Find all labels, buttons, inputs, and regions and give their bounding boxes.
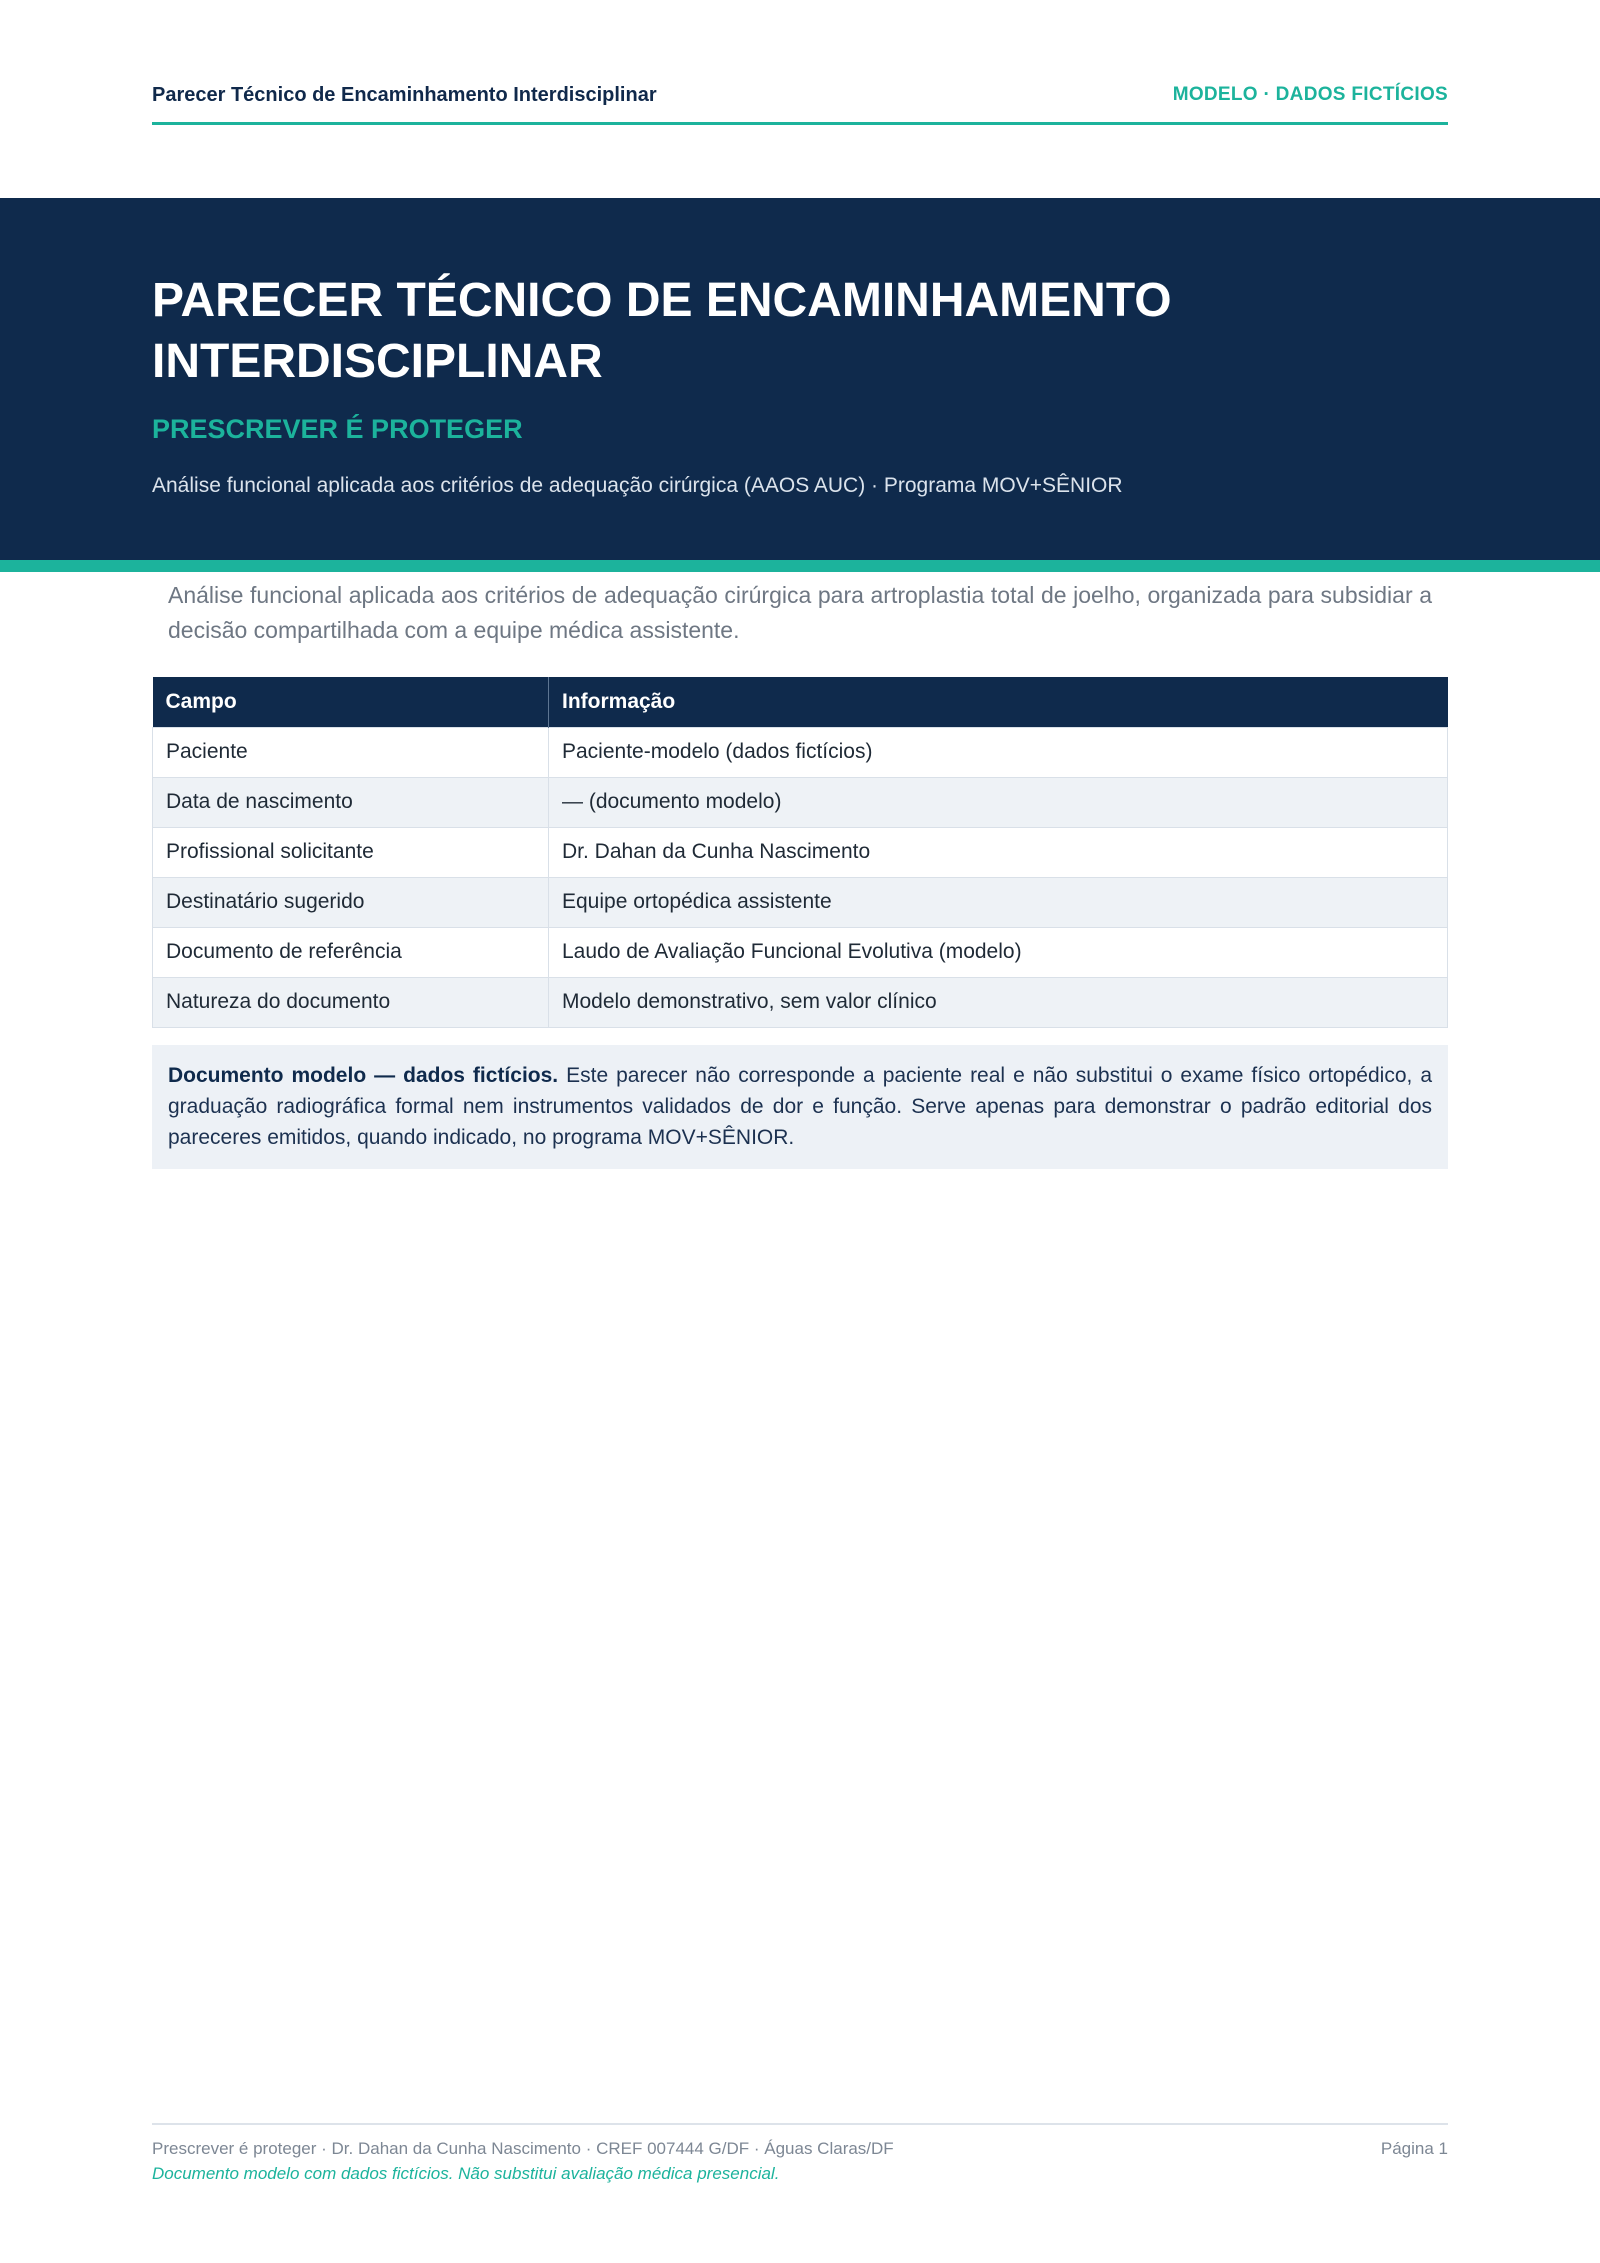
disclaimer-note <box>152 1045 1448 1169</box>
footer-divider <box>152 2123 1448 2125</box>
table-cell-field: Natureza do documento <box>153 977 549 1027</box>
footer <box>152 2136 1252 2186</box>
title-line-2: INTERDISCIPLINAR <box>152 335 603 388</box>
table-cell-value: Equipe ortopédica assistente <box>549 877 1448 927</box>
disclaimer-note-heading: Documento modelo — dados fictícios. <box>168 1064 559 1087</box>
table-cell-field: Data de nascimento <box>153 777 549 827</box>
table-row <box>153 927 1448 977</box>
banner-accent-bar <box>0 560 1600 572</box>
document-tagline: Análise funcional aplicada aos critérios de adequação cirúrgica (AAOS AUC) · Programa MOV+SÊNIOR <box>152 474 1123 497</box>
table-cell-value: Paciente-modelo (dados fictícios) <box>549 727 1448 777</box>
column-header-informacao: Informação <box>549 677 1448 727</box>
page-number: Página 1 <box>1380 2139 1448 2158</box>
table-row <box>153 977 1448 1027</box>
table-cell-value: Modelo demonstrativo, sem valor clínico <box>549 977 1448 1027</box>
running-header <box>152 84 1448 125</box>
title-line-1: PARECER TÉCNICO DE ENCAMINHAMENTO <box>152 274 1172 327</box>
table-row <box>153 777 1448 827</box>
footer-credits: Prescrever é proteger · Dr. Dahan da Cunha Nascimento · CREF 007444 G/DF · Águas Claras/DF <box>152 2139 894 2158</box>
table-row <box>153 827 1448 877</box>
table-cell-field: Destinatário sugerido <box>153 877 549 927</box>
document-subtitle: PRESCREVER É PROTEGER <box>152 414 523 444</box>
table-cell-field: Profissional solicitante <box>153 827 549 877</box>
running-title: Parecer Técnico de Encaminhamento Interdisciplinar <box>152 84 657 106</box>
table-cell-value: Dr. Dahan da Cunha Nascimento <box>549 827 1448 877</box>
table-cell-value: Laudo de Avaliação Funcional Evolutiva (modelo) <box>549 927 1448 977</box>
column-header-campo: Campo <box>153 677 549 727</box>
model-badge: MODELO · DADOS FICTÍCIOS <box>1172 84 1448 105</box>
table-cell-field: Documento de referência <box>153 927 549 977</box>
info-table <box>152 677 1448 1028</box>
intro-paragraph: Análise funcional aplicada aos critérios de adequação cirúrgica para artroplastia total de joelho, organizada para subsidiar a decisão compartilhada com a equipe médica assistente. <box>168 582 1432 643</box>
table-header-row <box>153 677 1448 727</box>
table-cell-value: — (documento modelo) <box>549 777 1448 827</box>
table-cell-field: Paciente <box>153 727 549 777</box>
document-title <box>152 270 1352 392</box>
table-row <box>153 727 1448 777</box>
disclaimer-note-text: Este parecer não corresponde a paciente real e não substitui o exame físico ortopédico, a graduação radiográfica formal nem instrumentos validados de dor e função. Serve apenas para demonstrar o padrão editorial dos pareceres emitidos, quando indicado, no programa MOV+SÊNIOR. <box>168 1064 1432 1149</box>
footer-disclaimer: Documento modelo com dados fictícios. Não substitui avaliação médica presencial. <box>152 2164 780 2183</box>
table-row <box>153 877 1448 927</box>
title-banner <box>0 198 1600 560</box>
